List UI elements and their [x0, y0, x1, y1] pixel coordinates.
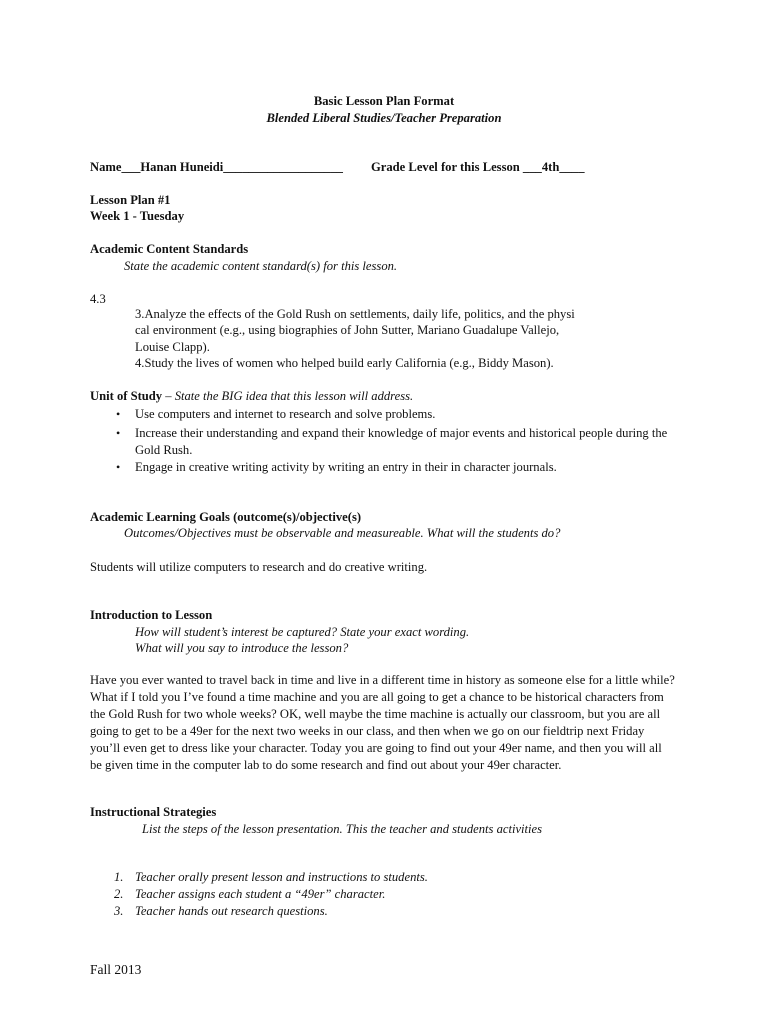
doc-title: Basic Lesson Plan Format — [313, 94, 455, 108]
strategies-prompt: List the steps of the lesson presentation. This the teacher and students activities — [142, 822, 543, 836]
strategies-heading: Instructional Strategies — [90, 805, 217, 819]
unit-prompt: State the BIG idea that this lesson will address. — [174, 389, 414, 403]
standard-line-3: Louise Clapp). — [135, 340, 210, 354]
standard-line-4: 4.Study the lives of women who helped build early California (e.g., Biddy Mason). — [135, 356, 554, 370]
unit-bullet-2: Increase their understanding and expand their knowledge of major events and historical people during the Gold Rush. — [135, 426, 668, 457]
unit-dash: – — [162, 389, 175, 403]
step-text: Teacher assigns each student a “49er” character. — [135, 887, 386, 901]
standard-number: 4.3 — [90, 292, 106, 306]
grade-level-line: Grade Level for this Lesson ___4th____ — [371, 160, 585, 174]
step-text: Teacher orally present lesson and instructions to students. — [135, 870, 428, 884]
name-line: Name___Hanan Huneidi___________________ — [90, 160, 343, 174]
step-number: 2. — [114, 887, 124, 901]
bullet-icon: • — [116, 460, 121, 474]
lesson-plan-number: Lesson Plan #1 — [90, 193, 171, 207]
unit-of-study — [90, 388, 413, 405]
step-text: Teacher hands out research questions. — [135, 904, 328, 918]
goals-text: Students will utilize computers to research and do creative writing. — [90, 560, 428, 574]
intro-prompt-2: What will you say to introduce the lesson? — [135, 641, 349, 655]
page-footer: Fall 2013 — [90, 962, 142, 977]
bullet-icon: • — [116, 407, 121, 421]
intro-heading: Introduction to Lesson — [90, 608, 213, 622]
week-label: Week 1 - Tuesday — [90, 209, 185, 223]
unit-bullet-1: Use computers and internet to research and solve problems. — [135, 407, 436, 421]
doc-subtitle: Blended Liberal Studies/Teacher Preparation — [266, 111, 502, 125]
unit-bullet-3: Engage in creative writing activity by writing an entry in their in character journals. — [135, 460, 557, 474]
unit-heading: Unit of Study — [90, 389, 163, 403]
bullet-icon: • — [116, 426, 121, 440]
goals-prompt: Outcomes/Objectives must be observable and measureable. What will the students do? — [124, 526, 561, 540]
step-number: 3. — [114, 904, 124, 918]
goals-heading: Academic Learning Goals (outcome(s)/objective(s) — [90, 510, 362, 524]
standards-heading: Academic Content Standards — [90, 242, 249, 256]
intro-prompt-1: How will student’s interest be captured? State your exact wording. — [135, 625, 470, 639]
standards-prompt: State the academic content standard(s) for this lesson. — [124, 259, 398, 273]
step-number: 1. — [114, 870, 124, 884]
intro-text: Have you ever wanted to travel back in time and live in a different time in history as someone else for a little while? What if I told you I’ve found a time machine and you are all going to get a chance to be historical characters from the Gold Rush for two whole weeks? OK, well maybe the time machine is actually our classroom, but you are all going to get to be a 49er for the next two weeks in our class, and then when we go on our fieldtrip next Friday you’ll even get to dress like your character. Today you are going to find out your 49er name, and then you will all be given time in the computer lab to do some research and find out about your 49er character. — [90, 673, 675, 772]
standard-line-1: 3.Analyze the effects of the Gold Rush on settlements, daily life, politics, and the physi — [135, 307, 575, 321]
standard-line-2: cal environment (e.g., using biographies of John Sutter, Mariano Guadalupe Vallejo, — [135, 323, 560, 337]
